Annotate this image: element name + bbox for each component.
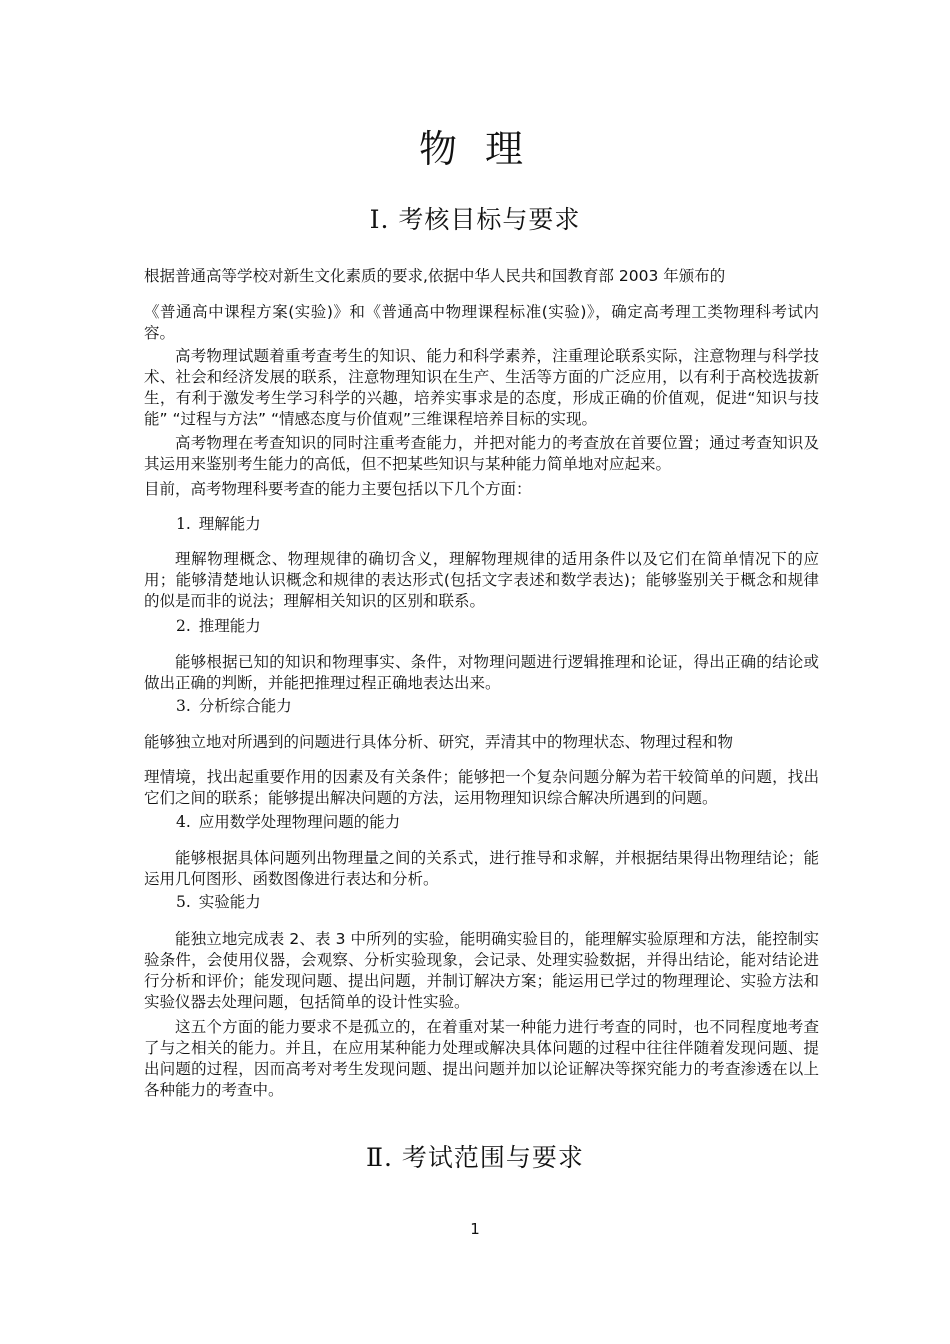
ability-number: 2. [176,617,191,635]
ability-heading-1 [176,514,261,535]
ability-desc-5: 能独立地完成表 2、表 3 中所列的实验，能明确实验目的，能理解实验原理和方法，能控制实验条件，会使用仪器，会观察、分析实验现象，会记录、处理实验数据，并得出结论，能对结论进行分析和评价；能发现问题、提出问题，并制订解决方案；能运用已学过的物理理论、实验方法和实验仪器去处理问题，包括简单的设计性实验。 [144,930,819,1011]
ability-desc-3-line-1: 能够独立地对所遇到的问题进行具体分析、研究，弄清其中的物理状态、物理过程和物 [144,733,734,751]
paragraph-goals: 高考物理试题着重考查考生的知识、能力和科学素养，注重理论联系实际，注意物理与科学技术、社会和经济发展的联系，注意物理知识在生产、生活等方面的广泛应用，以有利于高校选拔新生，有利于激发考生学习科学的兴趣，培养实事求是的态度，形成正确的价值观，促进“知识与技能” “过程与方法” “情感态度与价值观”三维课程培养目标的实现。 [144,347,819,428]
ability-desc-3-rest: 理情境，找出起重要作用的因素及有关条件；能够把一个复杂问题分解为若干较简单的问题，找出它们之间的联系；能够提出解决问题的方法，运用物理知识综合解决所遇到的问题。 [144,768,819,807]
ability-label: 推理能力 [198,617,261,635]
intro-line-2: 《普通高中课程方案(实验)》和《普通高中物理课程标准(实验)》，确定高考理工类物理科考试内容。 [144,303,819,342]
page-number: 1 [470,1220,480,1238]
ability-label: 应用数学处理物理问题的能力 [198,813,401,831]
ability-number: 4. [176,813,191,831]
ability-desc-4: 能够根据具体问题列出物理量之间的关系式，进行推导和求解，并根据结果得出物理结论；能运用几何图形、函数图像进行表达和分析。 [144,849,819,888]
ability-heading-5 [176,892,261,913]
ability-heading-2 [176,616,261,637]
paragraph-ability-list-intro: 目前，高考物理科要考查的能力主要包括以下几个方面： [144,480,532,498]
ability-label: 分析综合能力 [198,697,292,715]
section-heading-1: Ⅰ. 考核目标与要求 [369,205,581,234]
ability-heading-4 [176,812,400,833]
ability-label: 实验能力 [198,893,261,911]
ability-desc-2: 能够根据已知的知识和物理事实、条件，对物理问题进行逻辑推理和论证，得出正确的结论或做出正确的判断，并能把推理过程正确地表达出来。 [144,653,819,692]
ability-label: 理解能力 [198,515,261,533]
ability-desc-1: 理解物理概念、物理规律的确切含义，理解物理规律的适用条件以及它们在简单情况下的应用；能够清楚地认识概念和规律的表达形式(包括文字表述和数学表达)；能够鉴别关于概念和规律的似是而非的说法；理解相关知识的区别和联系。 [144,550,819,610]
intro-line-1: 根据普通高等学校对新生文化素质的要求,依据中华人民共和国教育部 2003 年颁布的 [144,267,726,285]
page-title: 物 理 [418,127,532,171]
ability-number: 3. [176,697,191,715]
paragraph-ability-focus: 高考物理在考查知识的同时注重考查能力，并把对能力的考查放在首要位置；通过考查知识及其运用来鉴别考生能力的高低，但不把某些知识与某种能力简单地对应起来。 [144,434,819,473]
ability-number: 1. [176,515,191,533]
ability-number: 5. [176,893,191,911]
section-heading-2: Ⅱ. 考试范围与要求 [366,1143,584,1172]
paragraph-summary: 这五个方面的能力要求不是孤立的，在着重对某一种能力进行考查的同时，也不同程度地考查了与之相关的能力。并且，在应用某种能力处理或解决具体问题的过程中往往伴随着发现问题、提出问题的过程，因而高考对考生发现问题、提出问题并加以论证解决等探究能力的考查渗透在以上各种能力的考查中。 [144,1018,819,1099]
ability-heading-3 [176,696,292,717]
